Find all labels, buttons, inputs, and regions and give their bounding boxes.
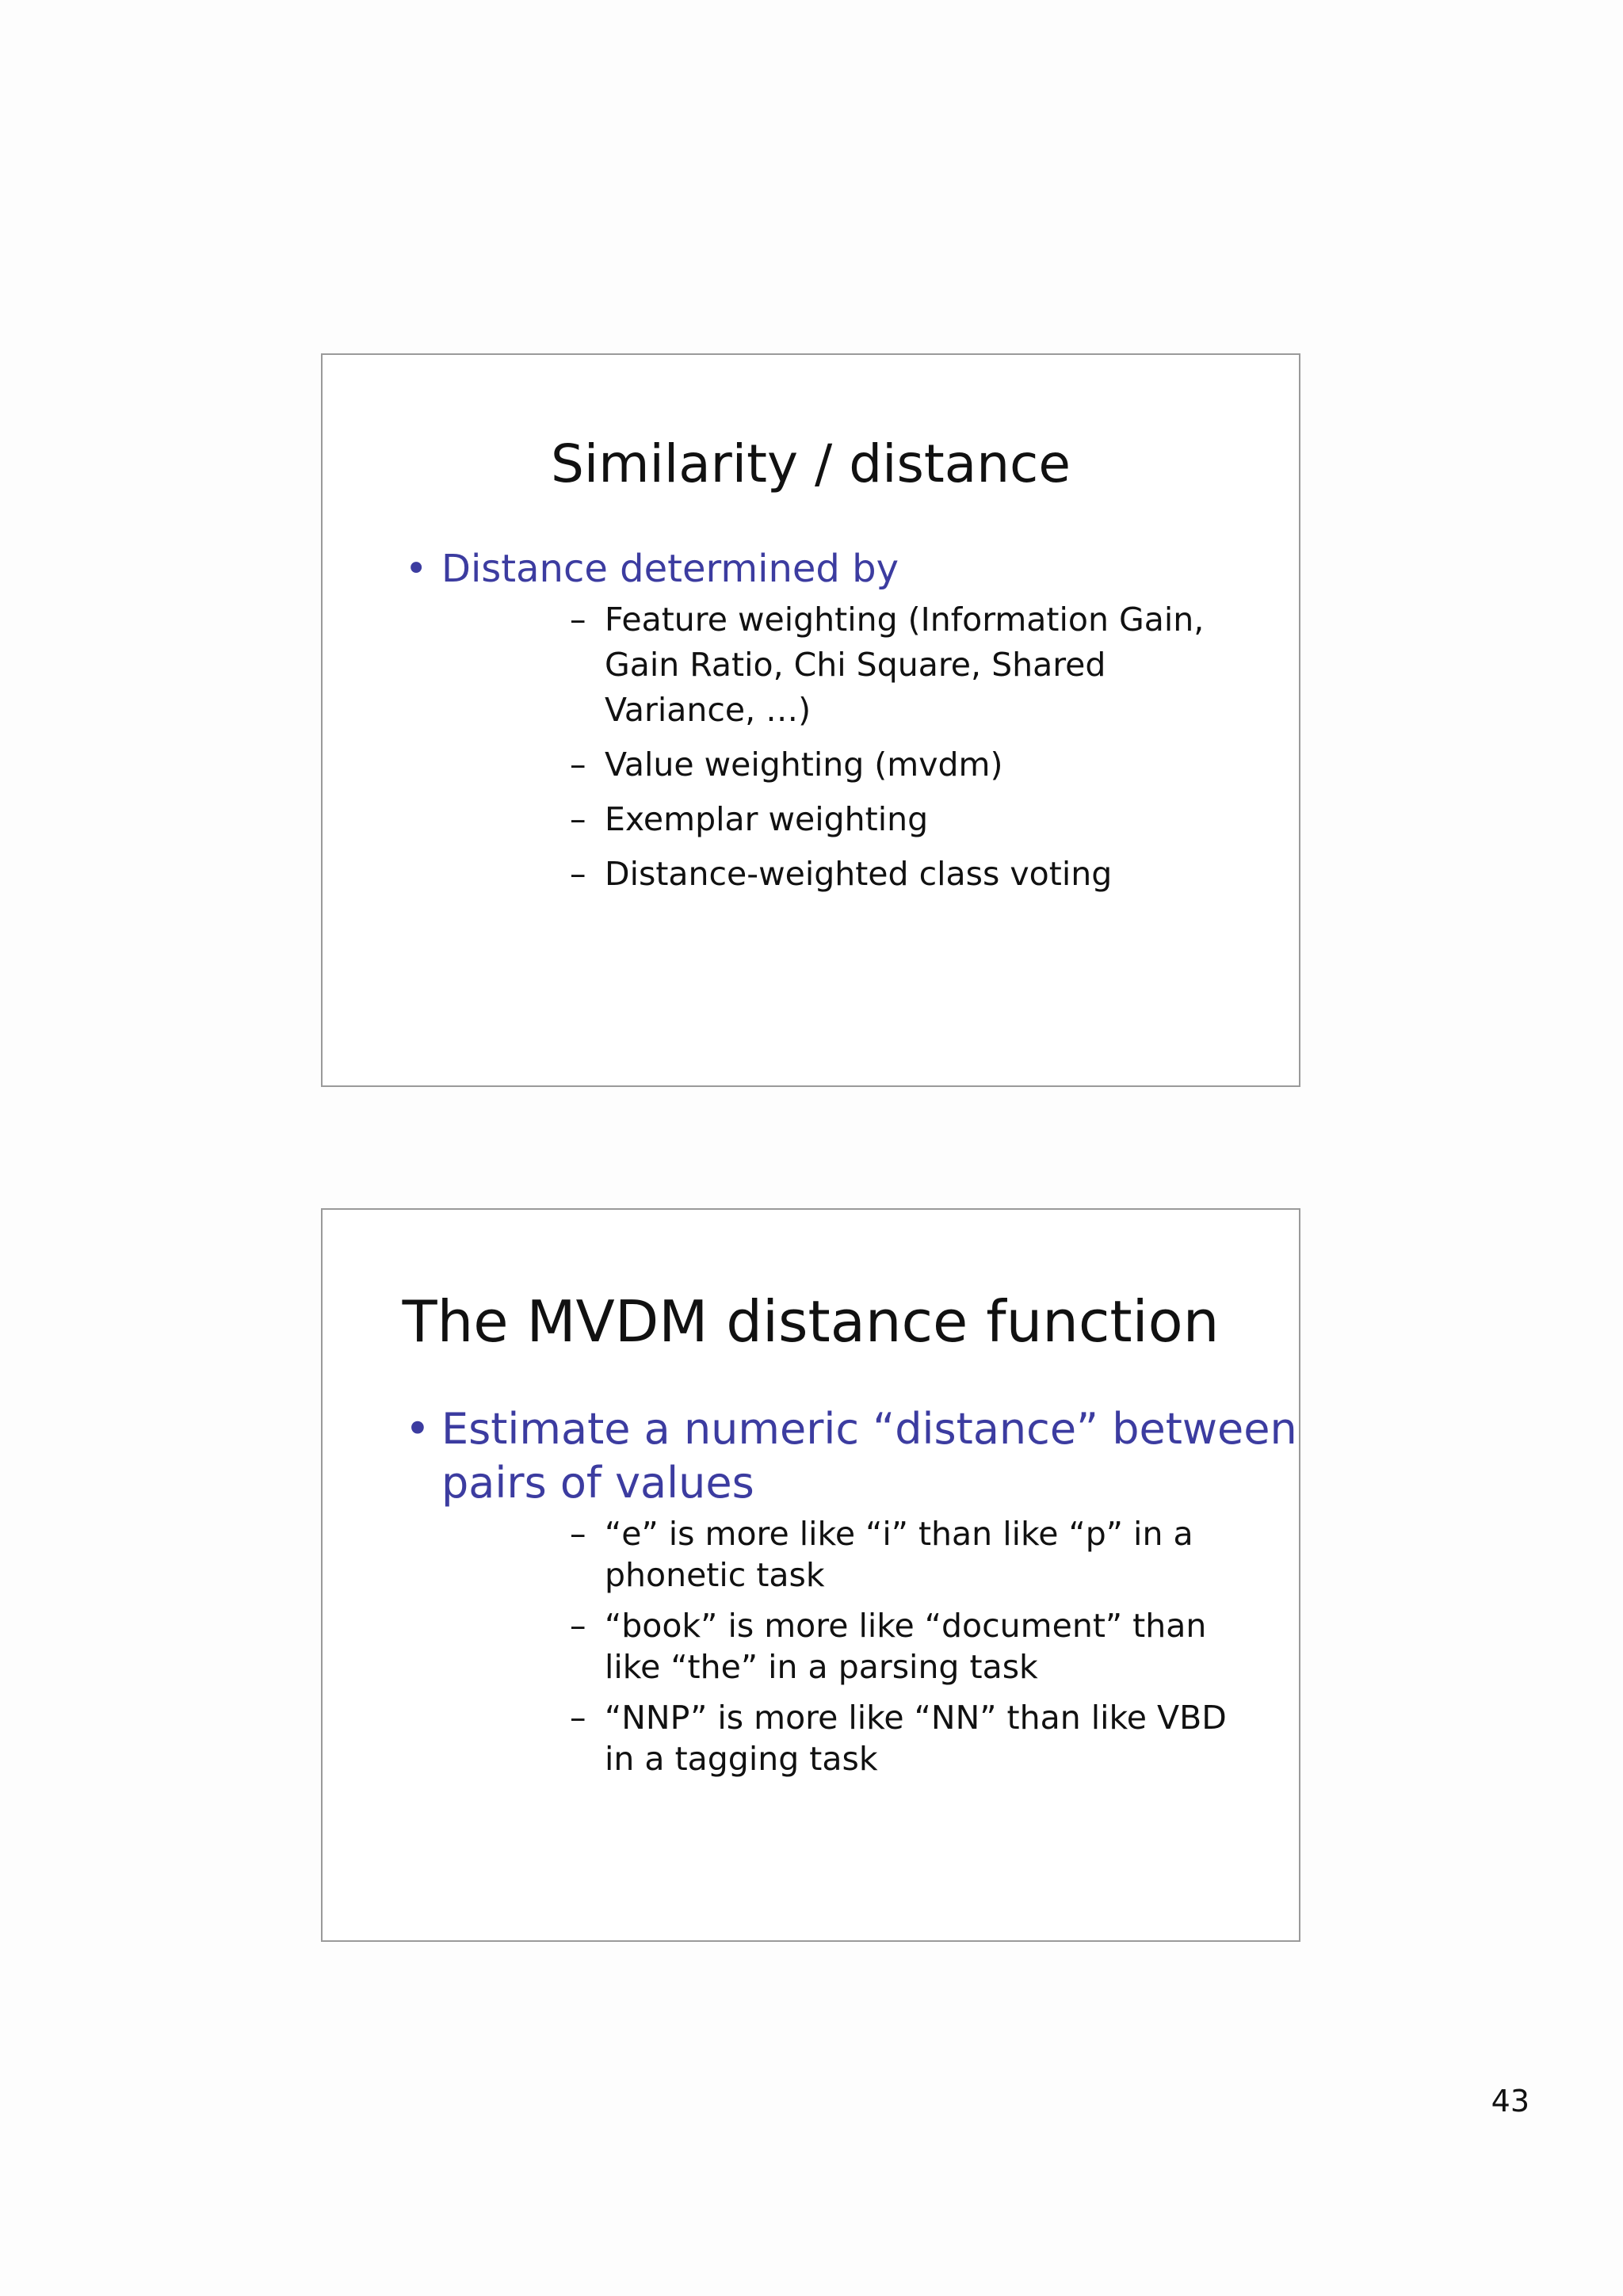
sub-bullet-text: Feature weighting (Information Gain, Gain Ratio, Chi Square, Shared Variance, …) [605, 601, 1205, 729]
dash-icon: – [570, 1607, 586, 1645]
sub-bullet-item [441, 597, 1299, 733]
dash-icon: – [570, 601, 586, 639]
slide-similarity-distance [321, 353, 1300, 1087]
sub-bullet-list [441, 597, 1299, 897]
slide-mvdm-distance-function [321, 1208, 1300, 1942]
bullet-item [323, 543, 1299, 897]
sub-bullet-text: “NNP” is more like “NN” than like VBD in a tagging task [605, 1699, 1227, 1778]
sub-bullet-item [441, 852, 1299, 897]
dash-icon: – [570, 746, 586, 784]
bullet-icon: • [405, 1404, 430, 1454]
bullet-text: Distance determined by [441, 547, 899, 591]
sub-bullet-text: “e” is more like “i” than like “p” in a phonetic task [605, 1515, 1193, 1594]
sub-bullet-list [441, 1513, 1299, 1779]
page-number: 43 [1491, 2084, 1529, 2119]
dash-icon: – [570, 1699, 586, 1737]
sub-bullet-text: Distance-weighted class voting [605, 855, 1113, 893]
bullet-list [323, 543, 1299, 906]
slide-title: Similarity / distance [551, 433, 1071, 494]
sub-bullet-item [441, 1605, 1299, 1688]
bullet-item [323, 1402, 1299, 1779]
sub-bullet-text: Exemplar weighting [605, 800, 929, 838]
sub-bullet-item [441, 797, 1299, 842]
sub-bullet-item [441, 742, 1299, 788]
sub-bullet-item [441, 1697, 1299, 1779]
bullet-list [323, 1402, 1299, 1789]
sub-bullet-text: Value weighting (mvdm) [605, 746, 1003, 784]
dash-icon: – [570, 800, 586, 838]
bullet-icon: • [405, 547, 428, 591]
sub-bullet-text: “book” is more like “document” than like “the” in a parsing task [605, 1607, 1207, 1686]
slide-title: The MVDM distance function [402, 1288, 1220, 1355]
dash-icon: – [570, 855, 586, 893]
dash-icon: – [570, 1515, 586, 1553]
bullet-text: Estimate a numeric “distance” between pairs of values [441, 1404, 1297, 1508]
sub-bullet-item [441, 1513, 1299, 1596]
